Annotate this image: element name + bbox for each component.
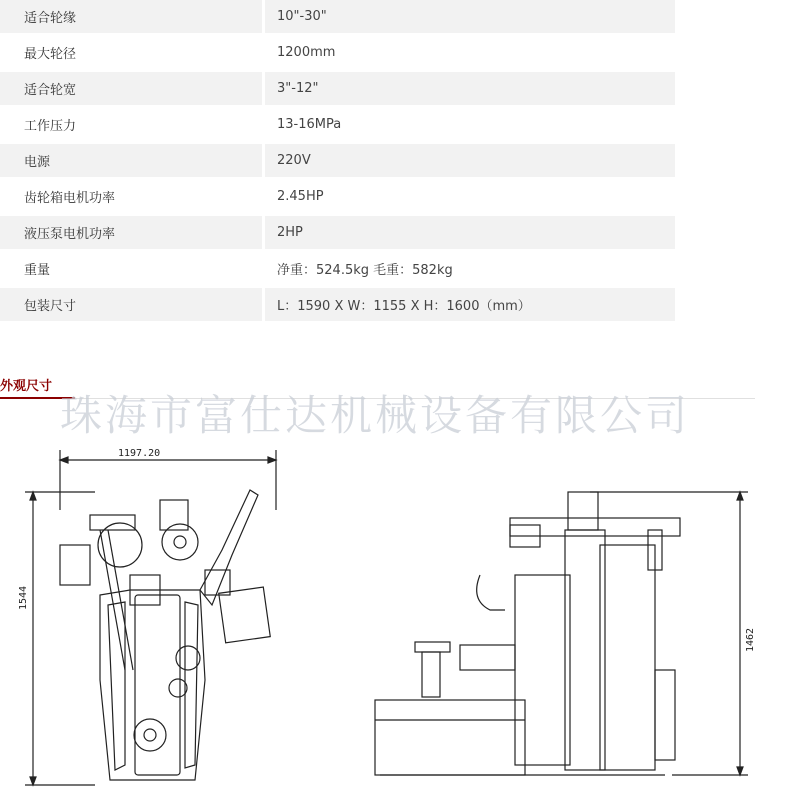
spec-label: 适合轮缘: [0, 0, 264, 35]
spec-row: [0, 143, 675, 179]
spec-label: 工作压力: [0, 107, 264, 143]
arrow-left: [60, 457, 68, 463]
spec-table: [0, 0, 675, 324]
side-view: [375, 492, 748, 775]
height-dimension-label-right: 1462: [745, 627, 756, 652]
tilt-arm: [200, 490, 258, 605]
spec-label: 液压泵电机功率: [0, 215, 264, 251]
spec-value: 净重：524.5kg 毛重：582kg: [264, 251, 676, 287]
spec-row: [0, 179, 675, 215]
width-dimension-label: 1197.20: [118, 448, 161, 459]
spec-row: [0, 0, 675, 35]
spec-value: 1200mm: [264, 35, 676, 71]
top-arm: [510, 518, 680, 536]
arrow-right: [268, 457, 276, 463]
spec-row: [0, 287, 675, 323]
center-housing: [515, 575, 570, 765]
spec-value: L：1590 X W：1155 X H：1600（mm）: [264, 287, 676, 323]
column-top: [568, 492, 598, 530]
height-dimension-label-left: 1544: [18, 585, 29, 610]
spec-value: 2.45HP: [264, 179, 676, 215]
spec-label: 电源: [0, 143, 264, 179]
spec-value: 220V: [264, 143, 676, 179]
machine-dimension-drawing: [0, 430, 800, 800]
spec-label: 最大轮径: [0, 35, 264, 71]
spec-row: [0, 35, 675, 71]
spec-label: 包装尺寸: [0, 287, 264, 323]
section-title: 外观尺寸: [0, 379, 53, 394]
spec-label: 齿轮箱电机功率: [0, 179, 264, 215]
spec-value: 13-16MPa: [264, 107, 676, 143]
spec-label: 适合轮宽: [0, 71, 264, 107]
spec-row: [0, 107, 675, 143]
company-watermark: 珠海市富仕达机械设备有限公司: [60, 391, 691, 440]
spec-value: 10"-30": [264, 0, 676, 35]
clamp-arm: [477, 575, 505, 610]
spec-label: 重量: [0, 251, 264, 287]
spec-value: 3"-12": [264, 71, 676, 107]
spec-row: [0, 215, 675, 251]
base-wheel: [134, 719, 166, 751]
spec-row: [0, 251, 675, 287]
main-column: [565, 530, 605, 770]
front-view: [25, 450, 276, 785]
base-platform: [375, 700, 525, 775]
spec-value: 2HP: [264, 215, 676, 251]
spec-row: [0, 71, 675, 107]
